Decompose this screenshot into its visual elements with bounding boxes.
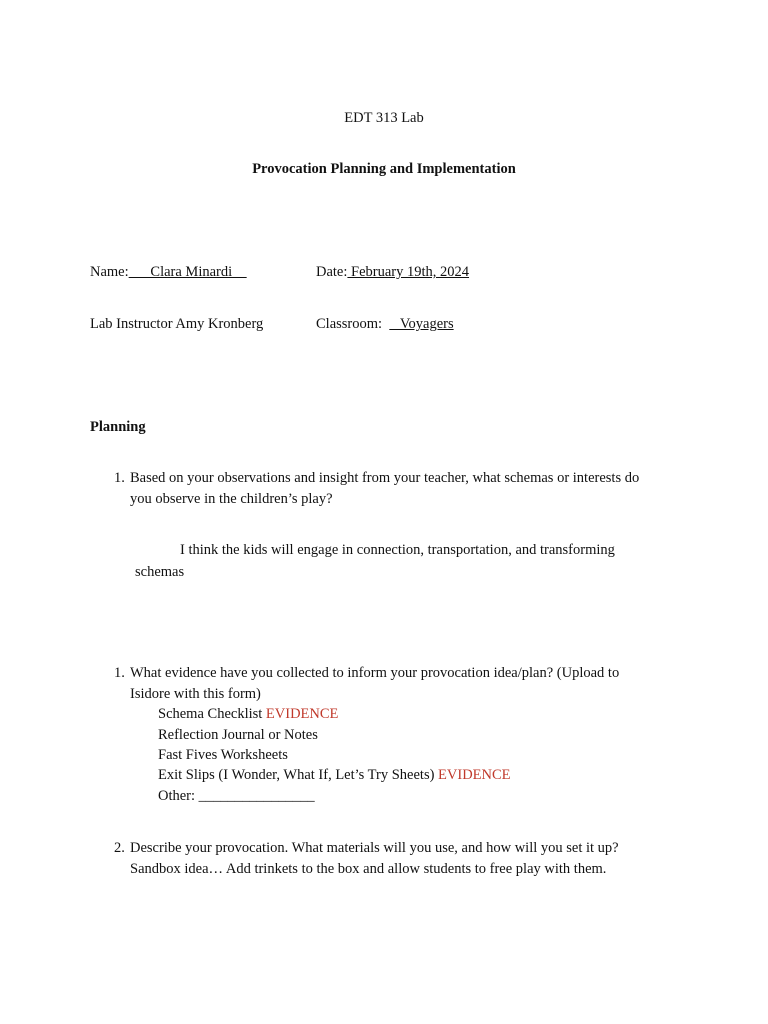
evidence-tag: EVIDENCE	[265, 706, 339, 722]
classroom-label: Classroom:	[316, 316, 383, 332]
question-evidence-line-1: What evidence have you collected to inform your provocation idea/plan? (Upload to	[130, 665, 620, 681]
question-1-number: 1.	[114, 470, 125, 486]
name-label: Name:	[90, 264, 129, 280]
evidence-item-other	[158, 786, 315, 807]
evidence-item	[158, 765, 511, 786]
classroom-value: Voyagers	[389, 316, 454, 332]
question-evidence-number: 1.	[114, 665, 125, 681]
evidence-item-text: Schema Checklist	[158, 706, 266, 722]
question-provocation-number: 2.	[114, 840, 125, 856]
planning-heading: Planning	[90, 419, 146, 435]
document-title: Provocation Planning and Implementation	[252, 161, 516, 177]
answer-provocation: Sandbox idea… Add trinkets to the box and allow students to free play with them.	[130, 861, 607, 877]
question-1-line-1: Based on your observations and insight from your teacher, what schemas or interests do	[130, 470, 640, 486]
evidence-tag: EVIDENCE	[438, 767, 511, 783]
date-field	[316, 262, 469, 283]
date-label: Date:	[316, 264, 348, 280]
evidence-item-text: Reflection Journal or Notes	[158, 727, 318, 743]
evidence-item-text: Other: ________________	[158, 788, 315, 804]
name-field	[90, 262, 247, 283]
question-evidence-line-2: Isidore with this form)	[130, 686, 261, 702]
evidence-item-text: Exit Slips (I Wonder, What If, Let’s Try Sheets)	[158, 767, 439, 783]
question-1-line-2: you observe in the children’s play?	[130, 491, 333, 507]
evidence-item	[158, 725, 318, 746]
evidence-item	[158, 704, 338, 725]
evidence-item	[158, 745, 288, 766]
name-value: Clara Minardi	[128, 264, 247, 280]
course-title: EDT 313 Lab	[344, 110, 424, 126]
classroom-field	[316, 314, 454, 335]
lab-instructor: Lab Instructor Amy Kronberg	[90, 316, 264, 332]
date-value: February 19th, 2024	[347, 264, 470, 280]
question-provocation-line-1: Describe your provocation. What materials will you use, and how will you set it up?	[130, 840, 619, 856]
answer-1-line-2: schemas	[135, 564, 185, 580]
answer-1-line-1: I think the kids will engage in connection, transportation, and transforming	[180, 542, 615, 558]
evidence-item-text: Fast Fives Worksheets	[158, 747, 288, 763]
